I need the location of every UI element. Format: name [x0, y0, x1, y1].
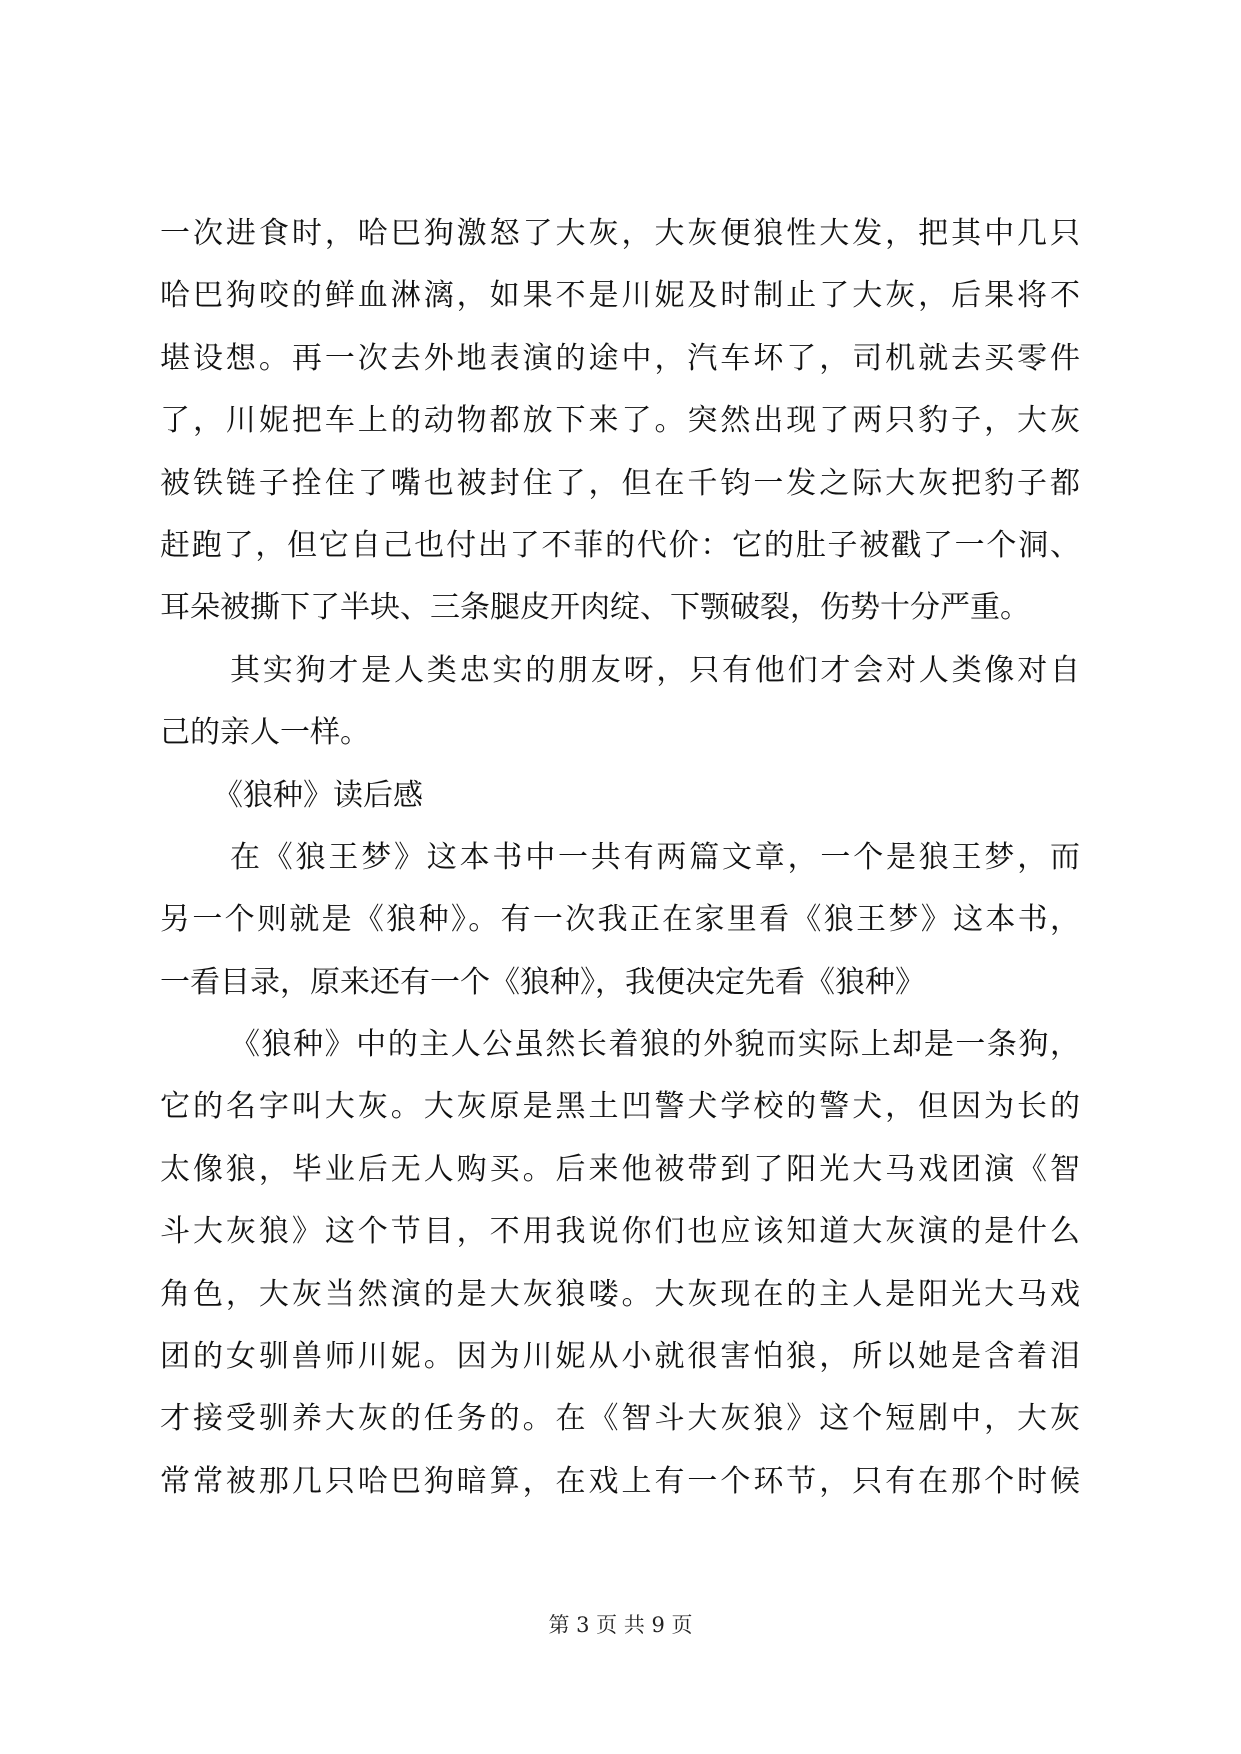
text-line: 堪设想。再一次去外地表演的途中，汽车坏了，司机就去买零件: [160, 340, 1080, 376]
text-line: 被铁链子拴住了嘴也被封住了，但在千钧一发之际大灰把豹子都: [160, 465, 1080, 501]
text-line: 太像狼，毕业后无人购买。后来他被带到了阳光大马戏团演《智: [160, 1151, 1080, 1187]
text-line: 角色，大灰当然演的是大灰狼喽。大灰现在的主人是阳光大马戏: [160, 1276, 1080, 1312]
text-line: 《狼种》中的主人公虽然长着狼的外貌而实际上却是一条狗，: [230, 1027, 1080, 1063]
paragraph-conclusion: [160, 640, 1080, 765]
text-line: 它的名字叫大灰。大灰原是黑土凹警犬学校的警犬，但因为长的: [160, 1089, 1080, 1125]
paragraph-intro: [160, 827, 1080, 1014]
text-line: 一看目录，原来还有一个《狼种》，我便决定先看《狼种》: [160, 964, 925, 1000]
text-line: 耳朵被撕下了半块、三条腿皮开肉绽、下颚破裂，伤势十分严重。: [160, 590, 1030, 626]
text-line: 哈巴狗咬的鲜血淋漓，如果不是川妮及时制止了大灰，后果将不: [160, 278, 1080, 314]
section-heading: 《狼种》读后感: [213, 777, 423, 813]
text-line: 另一个则就是《狼种》。有一次我正在家里看《狼王梦》这本书，: [160, 902, 1080, 938]
text-line: 己的亲人一样。: [160, 715, 370, 751]
text-line: 才接受驯养大灰的任务的。在《智斗大灰狼》这个短剧中，大灰: [160, 1401, 1080, 1437]
text-line: 在《狼王梦》这本书中一共有两篇文章，一个是狼王梦，而: [230, 839, 1080, 875]
page-number-footer: 第 3 页 共 9 页: [548, 1613, 693, 1637]
document-body: [160, 203, 1080, 1513]
text-line: 常常被那几只哈巴狗暗算，在戏上有一个环节，只有在那个时候: [160, 1463, 1080, 1499]
text-line: 团的女驯兽师川妮。因为川妮从小就很害怕狼，所以她是含着泪: [160, 1339, 1080, 1375]
text-line: 其实狗才是人类忠实的朋友呀，只有他们才会对人类像对自: [230, 652, 1080, 688]
text-line: 一次进食时，哈巴狗激怒了大灰，大灰便狼性大发，把其中几只: [160, 216, 1080, 251]
paragraph-summary: [160, 1014, 1080, 1513]
paragraph-continuation: [160, 203, 1080, 640]
text-line: 了，川妮把车上的动物都放下来了。突然出现了两只豹子，大灰: [160, 403, 1080, 439]
text-line: 斗大灰狼》这个节目，不用我说你们也应该知道大灰演的是什么: [160, 1214, 1080, 1250]
text-line: 赶跑了，但它自己也付出了不菲的代价：它的肚子被戳了一个洞、: [160, 527, 1080, 563]
